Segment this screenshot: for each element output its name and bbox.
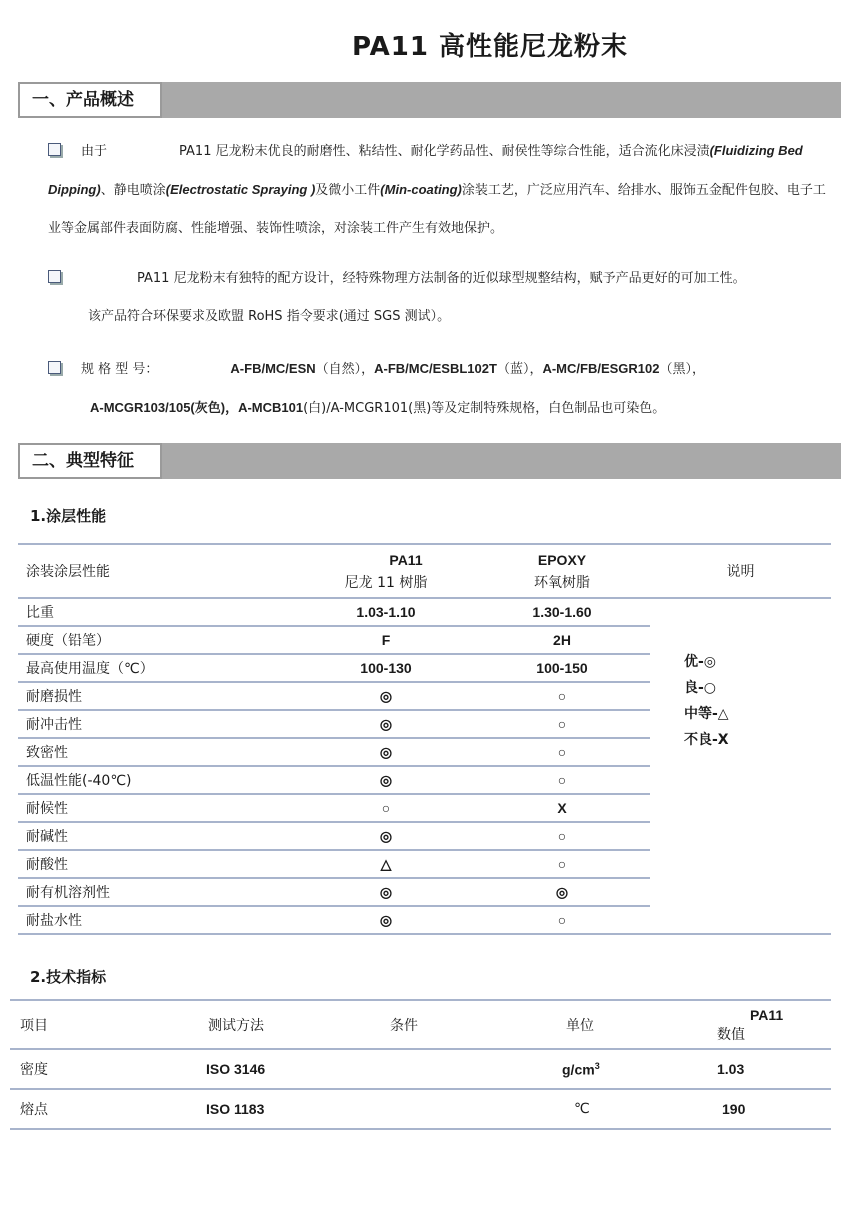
row-name: 耐盐水性 bbox=[18, 906, 298, 934]
unit-text: ℃ bbox=[574, 1101, 590, 1117]
row-epoxy: X bbox=[474, 794, 650, 822]
header-name: 涂装涂层性能 bbox=[18, 544, 298, 598]
model-mcgr: A-MCGR103/105(灰色)，A-MCB101 bbox=[90, 400, 304, 415]
checkbox-bullet-icon bbox=[48, 143, 61, 156]
row-name: 耐酸性 bbox=[18, 850, 298, 878]
row-pa11: ◎ bbox=[298, 878, 474, 906]
intro-text-3: 及微小工件 bbox=[315, 183, 381, 198]
electrostatic-term: (Electrostatic Spraying ) bbox=[165, 182, 316, 197]
model-esn-color: （自然）， bbox=[315, 362, 375, 377]
row-name: 耐碱性 bbox=[18, 822, 298, 850]
row-pa11: ◎ bbox=[298, 822, 474, 850]
mincoating-term: (Min-coating) bbox=[380, 182, 462, 197]
row-pa11: ○ bbox=[298, 794, 474, 822]
row-epoxy: ○ bbox=[474, 682, 650, 710]
paragraph-intro bbox=[48, 132, 828, 248]
row-pa11: ◎ bbox=[298, 906, 474, 934]
row-name: 低温性能(-40℃) bbox=[18, 766, 298, 794]
row-unit bbox=[490, 1049, 660, 1089]
row-pa11: ◎ bbox=[298, 738, 474, 766]
row-epoxy: 100-150 bbox=[474, 654, 650, 682]
model-esgr102: A-MC/FB/ESGR102 bbox=[542, 361, 660, 376]
row-item: 熔点 bbox=[10, 1089, 160, 1129]
fluidizing-term: (Fluidizing Bed Dipping) bbox=[48, 143, 803, 197]
model-esbl102t: A-FB/MC/ESBL102T bbox=[374, 361, 497, 376]
row-value: 1.03 bbox=[660, 1049, 831, 1089]
header-item: 项目 bbox=[10, 1000, 160, 1049]
row-epoxy: 2H bbox=[474, 626, 650, 654]
header-value-pa11: PA11 bbox=[750, 1006, 784, 1023]
row-method: ISO 1183 bbox=[160, 1089, 330, 1129]
unit-text: g/cm bbox=[562, 1061, 595, 1078]
row-pa11: ◎ bbox=[298, 766, 474, 794]
table-row bbox=[10, 1089, 831, 1129]
model-esbl-color: （蓝）， bbox=[496, 362, 543, 377]
model-esgr-color: （黑）， bbox=[659, 362, 705, 377]
section-label: 二、典型特征 bbox=[18, 443, 162, 479]
model-esn: A-FB/MC/ESN bbox=[230, 361, 316, 376]
legend-good: 良-○ bbox=[684, 680, 717, 696]
header-epoxy-title: EPOXY bbox=[537, 551, 587, 568]
row-epoxy: 1.30-1.60 bbox=[474, 598, 650, 626]
page-title: PA11 高性能尼龙粉末 bbox=[351, 32, 629, 62]
unit-superscript: 3 bbox=[594, 1060, 600, 1071]
row-name: 耐候性 bbox=[18, 794, 298, 822]
rating-legend bbox=[650, 598, 831, 934]
row-name: 硬度（铅笔） bbox=[18, 626, 298, 654]
row-pa11: 1.03-1.10 bbox=[298, 598, 474, 626]
subheading-tech: 2.技术指标 bbox=[30, 968, 107, 986]
row-name: 耐冲击性 bbox=[18, 710, 298, 738]
row-name: 最高使用温度（℃） bbox=[18, 654, 298, 682]
row-epoxy: ○ bbox=[474, 850, 650, 878]
row-epoxy: ○ bbox=[474, 766, 650, 794]
row-name: 致密性 bbox=[18, 738, 298, 766]
coating-performance-table bbox=[18, 543, 831, 935]
header-note: 说明 bbox=[650, 544, 831, 598]
legend-poor: 不良-X bbox=[684, 732, 729, 748]
intro-text-2: 、静电喷涂 bbox=[100, 183, 166, 198]
row-name: 耐磨损性 bbox=[18, 682, 298, 710]
row-epoxy: ○ bbox=[474, 710, 650, 738]
legend-medium: 中等-△ bbox=[684, 706, 729, 722]
structure-text: PA11 尼龙粉末有独特的配方设计，经特殊物理方法制备的近似球型规整结构，赋予产品更好的可加工性。 bbox=[137, 271, 746, 286]
table-row bbox=[18, 598, 831, 626]
header-pa11-sub: 尼龙 11 树脂 bbox=[344, 574, 428, 591]
header-epoxy bbox=[474, 544, 650, 598]
row-pa11: ◎ bbox=[298, 682, 474, 710]
header-unit: 单位 bbox=[490, 1000, 660, 1049]
tech-spec-table bbox=[10, 999, 831, 1130]
row-pa11: △ bbox=[298, 850, 474, 878]
section-header-overview bbox=[18, 82, 841, 118]
row-epoxy: ◎ bbox=[474, 878, 650, 906]
intro-text-4: 涂装工艺，广泛应用汽车、给排水、服饰五金配件包胶、电子工业等金属部件表面防腐、性能增强、装饰性喷涂，对涂装工件产生有效地保护。 bbox=[48, 183, 826, 236]
header-condition: 条件 bbox=[330, 1000, 490, 1049]
row-pa11: ◎ bbox=[298, 710, 474, 738]
row-name: 耐有机溶剂性 bbox=[18, 878, 298, 906]
row-epoxy: ○ bbox=[474, 906, 650, 934]
rohs-text: 该产品符合环保要求及欧盟 RoHS 指令要求(通过 SGS 测试）。 bbox=[88, 309, 451, 324]
header-epoxy-sub: 环氧树脂 bbox=[534, 574, 590, 591]
row-name: 比重 bbox=[18, 598, 298, 626]
row-unit bbox=[490, 1089, 660, 1129]
checkbox-bullet-icon bbox=[48, 361, 61, 374]
subheading-coating: 1.涂层性能 bbox=[30, 507, 107, 525]
table-row bbox=[10, 1049, 831, 1089]
section-label: 一、产品概述 bbox=[18, 82, 162, 118]
row-item: 密度 bbox=[10, 1049, 160, 1089]
lead-text: 由于 bbox=[81, 144, 108, 159]
row-epoxy: ○ bbox=[474, 738, 650, 766]
legend-excellent: 优-◎ bbox=[684, 654, 717, 670]
header-method: 测试方法 bbox=[160, 1000, 330, 1049]
table-header-row bbox=[10, 1000, 831, 1049]
row-pa11: 100-130 bbox=[298, 654, 474, 682]
row-method: ISO 3146 bbox=[160, 1049, 330, 1089]
row-condition bbox=[330, 1049, 490, 1089]
intro-text-1: PA11 尼龙粉末优良的耐磨性、粘结性、耐化学药品性、耐侯性等综合性能，适合流化床浸渍 bbox=[179, 144, 710, 159]
header-value bbox=[660, 1000, 831, 1049]
row-epoxy: ○ bbox=[474, 822, 650, 850]
table-header-row bbox=[18, 544, 831, 598]
paragraph-models bbox=[48, 350, 828, 428]
checkbox-bullet-icon bbox=[48, 270, 61, 283]
paragraph-structure bbox=[48, 260, 828, 336]
row-value: 190 bbox=[660, 1089, 831, 1129]
row-pa11: F bbox=[298, 626, 474, 654]
header-pa11-title: PA11 bbox=[389, 551, 423, 568]
header-pa11 bbox=[298, 544, 474, 598]
models-lead: 规 格 型 号： bbox=[81, 362, 159, 377]
model-mcgr-tail: (白)/A-MCGR101(黑)等及定制特殊规格，白色制品也可染色。 bbox=[303, 401, 666, 416]
header-value-label: 数值 bbox=[717, 1026, 745, 1043]
section-header-features bbox=[18, 443, 841, 479]
row-condition bbox=[330, 1089, 490, 1129]
